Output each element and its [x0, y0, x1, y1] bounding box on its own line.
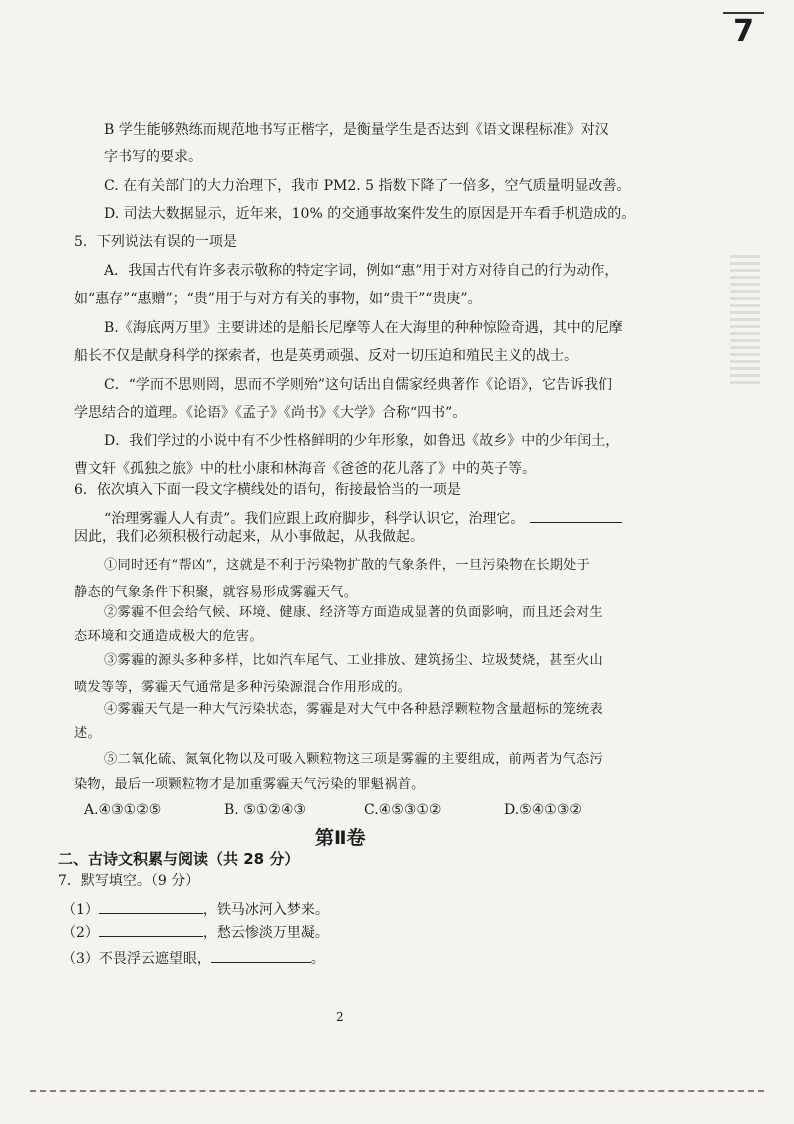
q6-passage-line2: 因此，我们必须积极行动起来，从小事做起，从我做起。 [74, 529, 424, 545]
q7-item-3-text: （3）不畏浮云遮望眼， [62, 951, 211, 967]
q6-option-a: A.④③①②⑤ [84, 802, 162, 818]
q5-option-d-line1: D．我们学过的小说中有不少性格鲜明的少年形象，如鲁迅《故乡》中的少年闰土， [104, 433, 620, 449]
q5-option-b-line2: 船长不仅是献身科学的探索者，也是英勇顽强、反对一切压迫和殖民主义的战士。 [74, 348, 578, 364]
section-2-title: 二、古诗文积累与阅读（共 28 分） [58, 850, 300, 868]
q7-item-1 [62, 899, 329, 920]
q7-item-1-text: ，铁马冰河入梦来。 [202, 902, 329, 918]
q6-sentence-1-line2: 静态的气象条件下积聚，就容易形成雾霾天气。 [74, 585, 358, 600]
page-number: 2 [336, 1010, 344, 1024]
q6-passage-line1 [104, 508, 622, 529]
q5-stem: 5．下列说法有误的一项是 [74, 234, 237, 250]
q5-option-c-line1: C．“学而不思则罔，思而不学则殆”这句话出自儒家经典著作《论语》，它告诉我们 [104, 377, 613, 393]
q4-option-b-line2: 字书写的要求。 [104, 149, 202, 165]
q7-item-2-blank [99, 922, 203, 937]
q6-sentence-5-line1: ⑤二氧化硫、氮氧化物以及可吸入颗粒物这三项是雾霾的主要组成，前两者为气态污 [104, 752, 604, 767]
q6-sentence-3-line2: 喷发等等，雾霾天气通常是多种污染源混合作用形成的。 [74, 680, 412, 695]
bottom-edge-rule [30, 1090, 764, 1092]
q6-answer-blank [530, 508, 622, 523]
q6-sentence-2-line2: 态环境和交通造成极大的危害。 [74, 629, 263, 644]
q4-option-c: C. 在有关部门的大力治理下，我市 PM2. 5 指数下降了一倍多，空气质量明显改善。 [104, 178, 631, 194]
q4-option-b-line1: B 学生能够熟练而规范地书写正楷字，是衡量学生是否达到《语文课程标准》对汉 [104, 122, 609, 138]
volume-title: 第Ⅱ卷 [315, 827, 366, 849]
q7-item-3 [62, 948, 325, 969]
q5-option-c-line2: 学思结合的道理。《论语》《孟子》《尚书》《大学》合称“四书”。 [74, 405, 467, 421]
q7-item-2-number: （2） [62, 925, 99, 941]
q7-item-3-end: 。 [310, 951, 325, 967]
q6-option-b: B. ⑤①②④③ [224, 802, 306, 818]
q7-item-3-blank [211, 948, 311, 963]
q7-item-1-blank [99, 899, 203, 914]
q5-option-d-line2: 曹文轩《孤独之旅》中的杜小康和林海音《爸爸的花儿落了》中的英子等。 [74, 461, 536, 477]
q7-item-2-text: ，愁云惨淡万里凝。 [202, 925, 329, 941]
q6-sentence-4-line1: ④雾霾天气是一种大气污染状态，雾霾是对大气中各种悬浮颗粒物含量超标的笼统表 [104, 702, 604, 717]
q6-options-row [84, 800, 582, 820]
q5-option-a-line1: A．我国古代有许多表示敬称的特定字词，例如“惠”用于对方对待自己的行为动作， [104, 263, 619, 279]
q6-stem: 6．依次填入下面一段文字横线处的语句，衔接最恰当的一项是 [74, 482, 461, 498]
q6-passage-text: “治理雾霾人人有责”。我们应跟上政府脚步，科学认识它，治理它。 [104, 511, 525, 527]
q7-stem: 7．默写填空。（9 分） [58, 873, 200, 889]
q6-sentence-2-line1: ②雾霾不但会给气候、环境、健康、经济等方面造成显著的负面影响，而且还会对生 [104, 605, 604, 620]
q7-item-1-number: （1） [62, 902, 99, 918]
q5-option-b-line1: B.《海底两万里》主要讲述的是船长尼摩等人在大海里的种种惊险奇遇，其中的尼摩 [104, 320, 623, 336]
q5-option-a-line2: 如“惠存”“惠赠”；“贵”用于与对方有关的事物，如“贵干”“贵庚”。 [74, 291, 482, 307]
q6-sentence-5-line2: 染物，最后一项颗粒物才是加重雾霾天气污染的罪魁祸首。 [74, 777, 425, 792]
q6-option-d: D.⑤④①③② [504, 802, 582, 818]
q6-sentence-3-line1: ③雾霾的源头多种多样，比如汽车尾气、工业排放、建筑扬尘、垃圾焚烧，甚至火山 [104, 653, 604, 668]
q6-sentence-4-line2: 述。 [74, 726, 101, 741]
q6-sentence-1-line1: ①同时还有“帮凶”，这就是不利于污染物扩散的气象条件，一旦污染物在长期处于 [104, 558, 591, 573]
corner-page-mark: 7 [723, 12, 764, 49]
scan-smudge [730, 255, 760, 385]
q7-item-2 [62, 922, 329, 943]
q6-option-c: C.④⑤③①② [364, 802, 442, 818]
q4-option-d: D. 司法大数据显示，近年来，10% 的交通事故案件发生的原因是开车看手机造成的。 [104, 206, 636, 222]
